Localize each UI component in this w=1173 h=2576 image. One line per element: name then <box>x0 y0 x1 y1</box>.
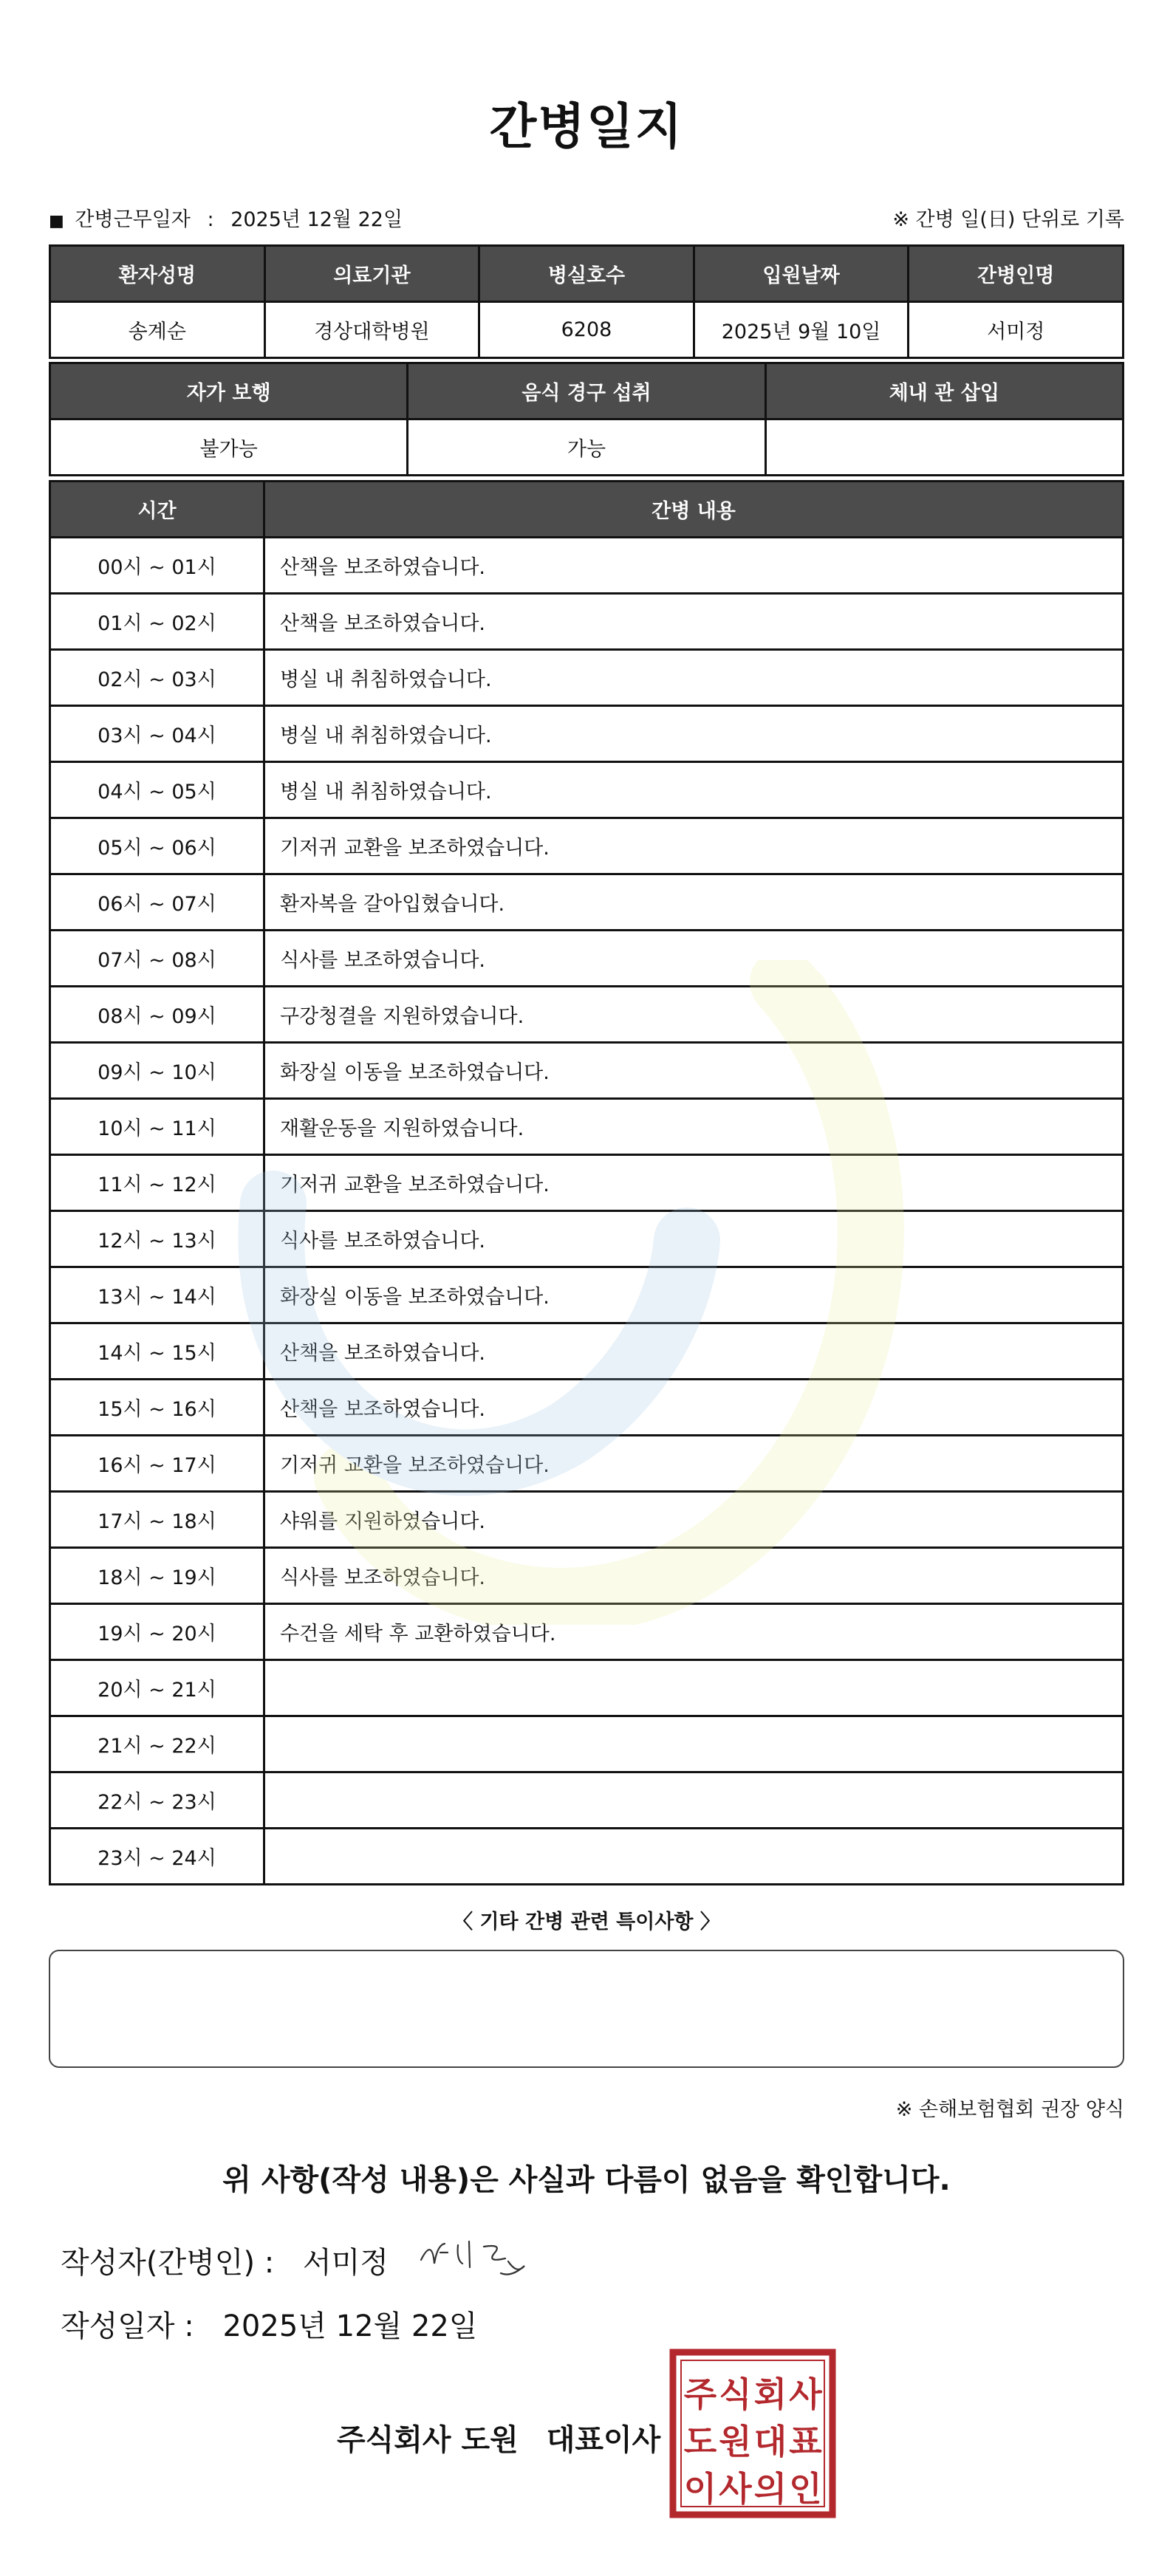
info-header: 환자성명 <box>50 246 265 302</box>
log-row <box>50 1604 1124 1660</box>
log-row <box>50 1492 1124 1548</box>
patient-info-table <box>49 244 1124 359</box>
log-row <box>50 1099 1124 1155</box>
log-row <box>50 1043 1124 1099</box>
log-row <box>50 1267 1124 1323</box>
log-row <box>50 818 1124 874</box>
log-content-cell <box>264 1660 1124 1716</box>
log-time-cell: 13시 ~ 14시 <box>50 1267 264 1323</box>
log-row <box>50 762 1124 818</box>
log-time-cell: 09시 ~ 10시 <box>50 1043 264 1099</box>
seal-character: 대 <box>753 2422 787 2462</box>
tube-insertion-value <box>765 419 1123 476</box>
log-time-cell: 04시 ~ 05시 <box>50 762 264 818</box>
log-row <box>50 1716 1124 1772</box>
self-walking-value: 불가능 <box>50 419 408 476</box>
log-time-cell: 08시 ~ 09시 <box>50 987 264 1043</box>
room-number: 6208 <box>479 302 694 358</box>
log-content-cell: 산책을 보조하였습니다. <box>264 1380 1124 1436</box>
log-content-cell: 식사를 보조하였습니다. <box>264 1548 1124 1604</box>
log-row <box>50 706 1124 762</box>
log-time-cell: 12시 ~ 13시 <box>50 1211 264 1267</box>
patient-status-table <box>49 362 1124 476</box>
company-signature-line <box>337 2416 660 2459</box>
caregiver-name: 서미정 <box>909 302 1124 358</box>
log-content-cell: 기저귀 교환을 보조하였습니다. <box>264 1436 1124 1492</box>
log-row <box>50 1436 1124 1492</box>
log-row <box>50 1548 1124 1604</box>
log-content-cell <box>264 1772 1124 1829</box>
handwritten-signature <box>414 2230 532 2282</box>
log-row <box>50 650 1124 706</box>
log-row <box>50 1380 1124 1436</box>
log-row <box>50 874 1124 931</box>
log-row <box>50 987 1124 1043</box>
log-time-cell: 03시 ~ 04시 <box>50 706 264 762</box>
log-time-cell: 22시 ~ 23시 <box>50 1772 264 1829</box>
seal-character: 회 <box>753 2374 787 2414</box>
writer-label: 작성자(간병인) : <box>61 2246 275 2280</box>
admission-date: 2025년 9월 10일 <box>694 302 909 358</box>
unit-note: ※ 간병 일(日) 단위로 기록 <box>892 208 1124 231</box>
log-content-cell: 기저귀 교환을 보조하였습니다. <box>264 1155 1124 1211</box>
seal-character: 인 <box>789 2469 822 2509</box>
log-time-cell: 16시 ~ 17시 <box>50 1436 264 1492</box>
oral-intake-value: 가능 <box>408 419 765 476</box>
writer-line <box>61 2239 389 2281</box>
status-header: 자가 보행 <box>50 363 408 419</box>
log-content-cell: 병실 내 취침하였습니다. <box>264 762 1124 818</box>
seal-character: 도 <box>683 2422 717 2462</box>
log-content-cell: 산책을 보조하였습니다. <box>264 1323 1124 1380</box>
log-time-cell: 20시 ~ 21시 <box>50 1660 264 1716</box>
log-content-cell: 산책을 보조하였습니다. <box>264 594 1124 650</box>
log-row <box>50 1829 1124 1885</box>
log-time-cell: 14시 ~ 15시 <box>50 1323 264 1380</box>
log-content-cell: 화장실 이동을 보조하였습니다. <box>264 1043 1124 1099</box>
log-content-cell: 화장실 이동을 보조하였습니다. <box>264 1267 1124 1323</box>
confirmation-statement: 위 사항(작성 내용)은 사실과 다름이 없음을 확인합니다. <box>222 2163 951 2197</box>
log-time-cell: 06시 ~ 07시 <box>50 874 264 931</box>
seal-character: 이 <box>683 2469 717 2509</box>
notes-title: 〈 기타 간병 관련 특이사항 〉 <box>453 1911 720 1933</box>
hospital-name: 경상대학병원 <box>264 302 479 358</box>
seal-character: 원 <box>719 2422 752 2462</box>
written-date-value: 2025년 12월 22일 <box>222 2309 478 2343</box>
seal-character: 식 <box>719 2374 752 2414</box>
log-time-cell: 23시 ~ 24시 <box>50 1829 264 1885</box>
log-time-cell: 18시 ~ 19시 <box>50 1548 264 1604</box>
log-content-cell: 재활운동을 지원하였습니다. <box>264 1099 1124 1155</box>
log-content-cell: 기저귀 교환을 보조하였습니다. <box>264 818 1124 874</box>
time-header: 시간 <box>50 482 264 538</box>
log-time-cell: 21시 ~ 22시 <box>50 1716 264 1772</box>
log-content-cell <box>264 1716 1124 1772</box>
log-row <box>50 1772 1124 1829</box>
log-content-cell: 식사를 보조하였습니다. <box>264 1211 1124 1267</box>
care-log-table <box>49 480 1124 1885</box>
log-content-cell: 샤워를 지원하였습니다. <box>264 1492 1124 1548</box>
company-representative-title: 대표이사 <box>546 2423 661 2457</box>
seal-character: 사 <box>789 2374 822 2414</box>
log-time-cell: 02시 ~ 03시 <box>50 650 264 706</box>
log-content-cell: 산책을 보조하였습니다. <box>264 538 1124 594</box>
content-header: 간병 내용 <box>264 482 1124 538</box>
log-content-cell: 구강청결을 지원하였습니다. <box>264 987 1124 1043</box>
work-date <box>49 203 403 232</box>
bullet-square-icon: ■ <box>49 211 64 230</box>
info-header: 의료기관 <box>264 246 479 302</box>
log-content-cell <box>264 1829 1124 1885</box>
log-content-cell: 수건을 세탁 후 교환하였습니다. <box>264 1604 1124 1660</box>
written-date-line <box>61 2303 477 2345</box>
log-time-cell: 15시 ~ 16시 <box>50 1380 264 1436</box>
info-header: 입원날짜 <box>694 246 909 302</box>
seal-character: 주 <box>683 2374 717 2414</box>
work-date-value: 2025년 12월 22일 <box>230 208 403 231</box>
seal-character: 사 <box>719 2469 752 2509</box>
log-row <box>50 1323 1124 1380</box>
work-date-separator: : <box>207 208 214 231</box>
written-date-label: 작성일자 : <box>61 2309 194 2343</box>
notes-box[interactable] <box>49 1950 1124 2068</box>
log-time-cell: 11시 ~ 12시 <box>50 1155 264 1211</box>
meta-row <box>49 201 1124 233</box>
company-name: 주식회사 도원 <box>337 2423 519 2457</box>
log-row <box>50 1660 1124 1716</box>
seal-character: 의 <box>753 2469 787 2509</box>
log-content-cell: 환자복을 갈아입혔습니다. <box>264 874 1124 931</box>
log-row <box>50 931 1124 987</box>
writer-name: 서미정 <box>302 2246 389 2280</box>
log-row <box>50 594 1124 650</box>
log-time-cell: 05시 ~ 06시 <box>50 818 264 874</box>
log-row <box>50 538 1124 594</box>
status-header: 음식 경구 섭취 <box>408 363 765 419</box>
log-time-cell: 17시 ~ 18시 <box>50 1492 264 1548</box>
log-time-cell: 00시 ~ 01시 <box>50 538 264 594</box>
company-seal-stamp <box>669 2349 836 2518</box>
log-time-cell: 07시 ~ 08시 <box>50 931 264 987</box>
log-content-cell: 병실 내 취침하였습니다. <box>264 706 1124 762</box>
log-content-cell: 병실 내 취침하였습니다. <box>264 650 1124 706</box>
log-row <box>50 1211 1124 1267</box>
log-time-cell: 01시 ~ 02시 <box>50 594 264 650</box>
log-time-cell: 19시 ~ 20시 <box>50 1604 264 1660</box>
seal-character: 표 <box>789 2422 822 2462</box>
form-note: ※ 손해보험협회 권장 양식 <box>895 2098 1124 2121</box>
status-header: 체내 관 삽입 <box>765 363 1123 419</box>
patient-name: 송계순 <box>50 302 265 358</box>
log-time-cell: 10시 ~ 11시 <box>50 1099 264 1155</box>
work-date-label: 간병근무일자 <box>75 208 191 231</box>
page-title: 간병일지 <box>489 98 684 155</box>
log-content-cell: 식사를 보조하였습니다. <box>264 931 1124 987</box>
info-header: 간병인명 <box>909 246 1124 302</box>
log-row <box>50 1155 1124 1211</box>
info-header: 병실호수 <box>479 246 694 302</box>
